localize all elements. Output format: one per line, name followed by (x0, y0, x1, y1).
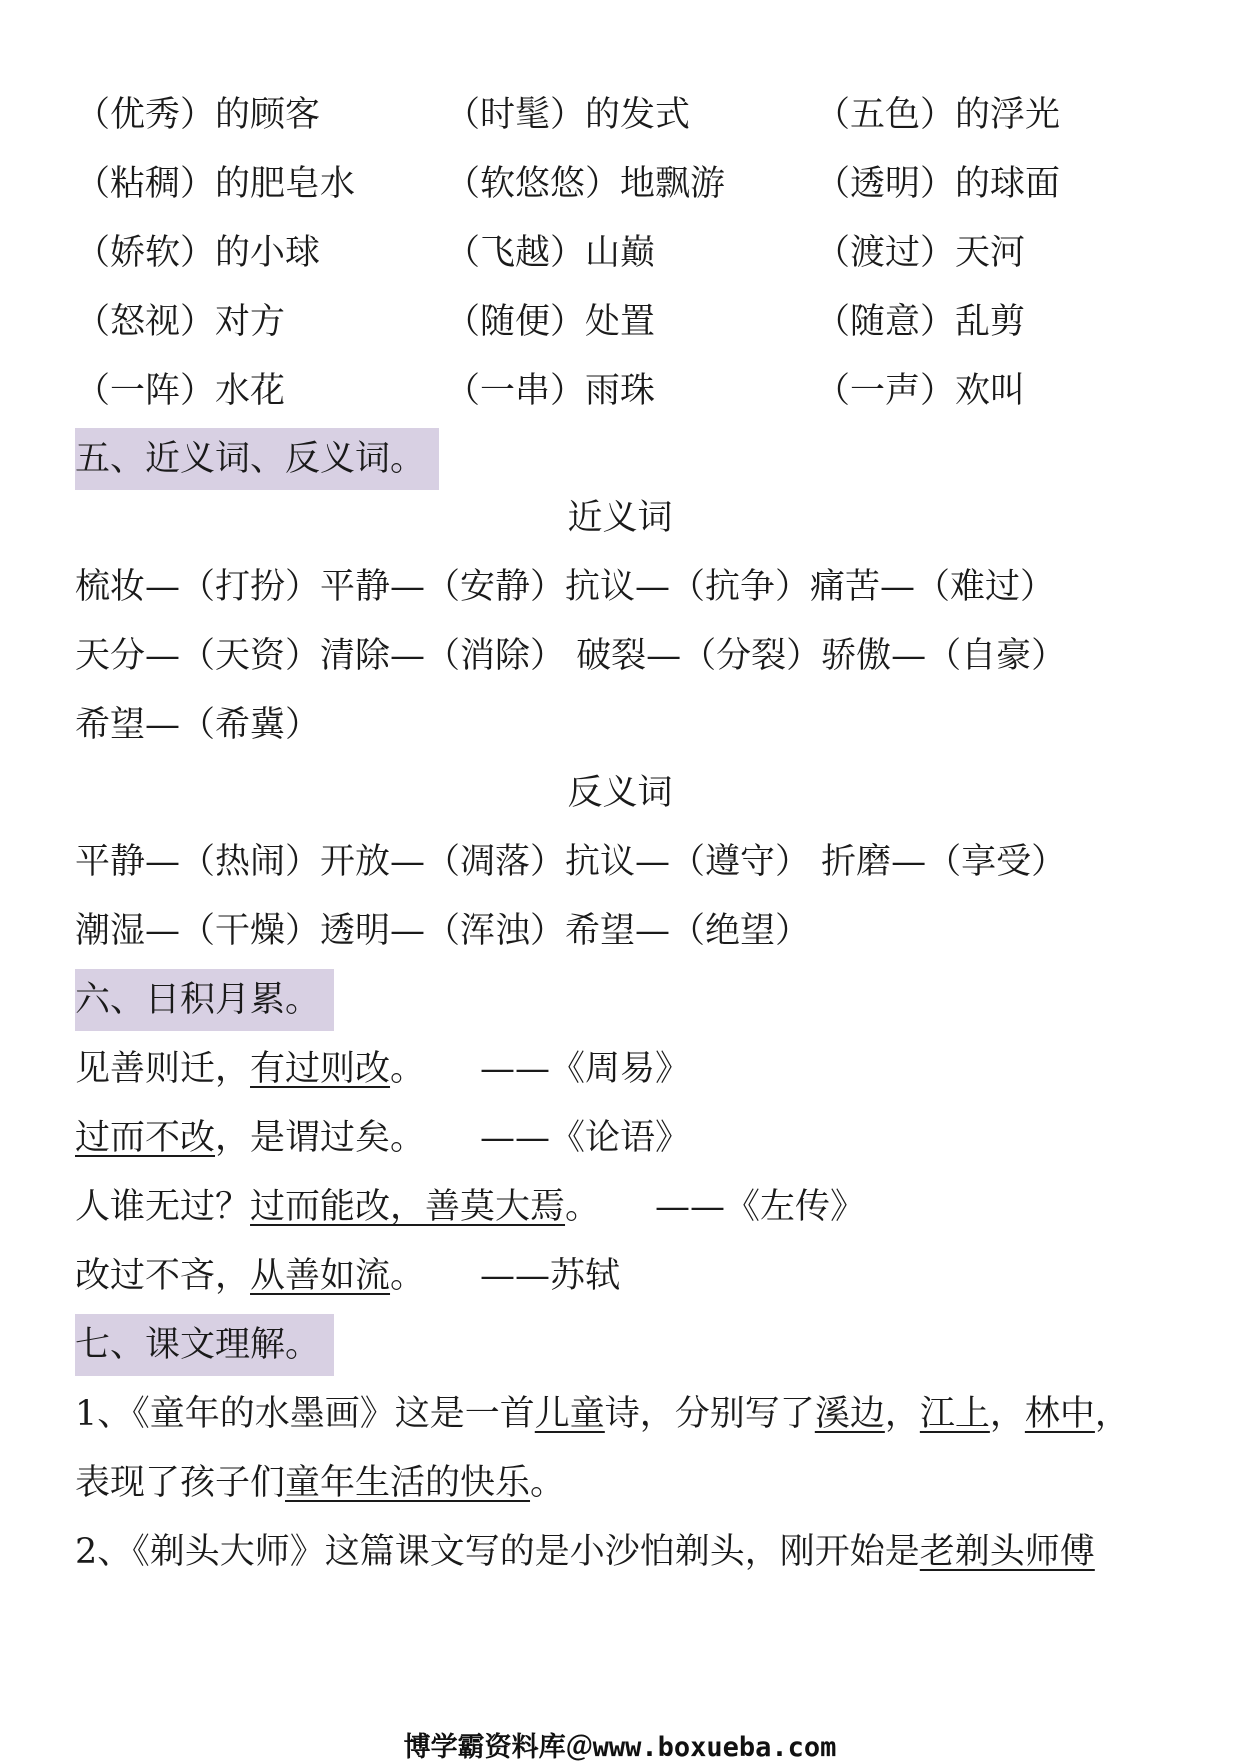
paragraph-line: 1、《童年的水墨画》这是一首儿童诗，分别写了溪边，江上，林中， (75, 1394, 1130, 1434)
word-item: （飞越）山巅 (445, 233, 656, 273)
quote-line: 见善则迁，有过则改。 ——《周易》 (75, 1049, 691, 1089)
word-item: （一阵）水花 (75, 371, 286, 411)
synonym-line: 天分—（天资）清除—（消除） 破裂—（分裂）骄傲—（自豪） (75, 636, 1067, 676)
word-item: （随便）处置 (445, 302, 656, 342)
word-item: （娇软）的小球 (75, 233, 321, 273)
word-item: （一串）雨珠 (445, 371, 656, 411)
synonym-line: 梳妆—（打扮）平静—（安静）抗议—（抗争）痛苦—（难过） (75, 567, 1056, 607)
quote-source: ——《周易》 (480, 1049, 691, 1089)
paragraph-line: 表现了孩子们童年生活的快乐。 (75, 1463, 566, 1503)
quote-source: ——《左传》 (655, 1187, 866, 1227)
quote-line: 人谁无过？过而能改，善莫大焉。 ——《左传》 (75, 1187, 866, 1227)
word-item: （粘稠）的肥皂水 (75, 164, 356, 204)
antonym-title: 反义词 (567, 773, 673, 813)
quote-line: 改过不吝，从善如流。 ——苏轼 (75, 1256, 621, 1296)
word-item: （渡过）天河 (815, 233, 1026, 273)
word-row (75, 366, 1200, 416)
section-heading: 五、近义词、反义词。 (75, 428, 439, 490)
antonym-line: 潮湿—（干燥）透明—（浑浊）希望—（绝望） (75, 911, 811, 951)
word-item: （时髦）的发式 (445, 95, 691, 135)
section-heading: 六、日积月累。 (75, 969, 334, 1031)
antonym-line: 平静—（热闹）开放—（凋落）抗议—（遵守） 折磨—（享受） (75, 842, 1067, 882)
word-item: （软悠悠）地飘游 (445, 164, 726, 204)
footer-watermark: 博学霸资料库＠www.boxueba.com (403, 1732, 837, 1763)
word-row (75, 297, 1200, 347)
word-row (75, 228, 1200, 278)
synonym-title: 近义词 (567, 498, 673, 538)
quote-source: ——《论语》 (480, 1118, 691, 1158)
word-item: （怒视）对方 (75, 302, 286, 342)
synonym-line: 希望—（希冀） (75, 705, 321, 745)
word-row (75, 90, 1200, 140)
word-item: （一声）欢叫 (815, 371, 1026, 411)
word-row (75, 159, 1200, 209)
section-heading: 七、课文理解。 (75, 1314, 334, 1376)
word-item: （五色）的浮光 (815, 95, 1061, 135)
word-item: （透明）的球面 (815, 164, 1061, 204)
paragraph-line: 2、《剃头大师》这篇课文写的是小沙怕剃头，刚开始是老剃头师傅 (75, 1532, 1095, 1572)
quote-source: ——苏轼 (480, 1256, 621, 1296)
word-item: （优秀）的顾客 (75, 95, 321, 135)
word-item: （随意）乱剪 (815, 302, 1026, 342)
quote-line: 过而不改，是谓过矣。 ——《论语》 (75, 1118, 691, 1158)
